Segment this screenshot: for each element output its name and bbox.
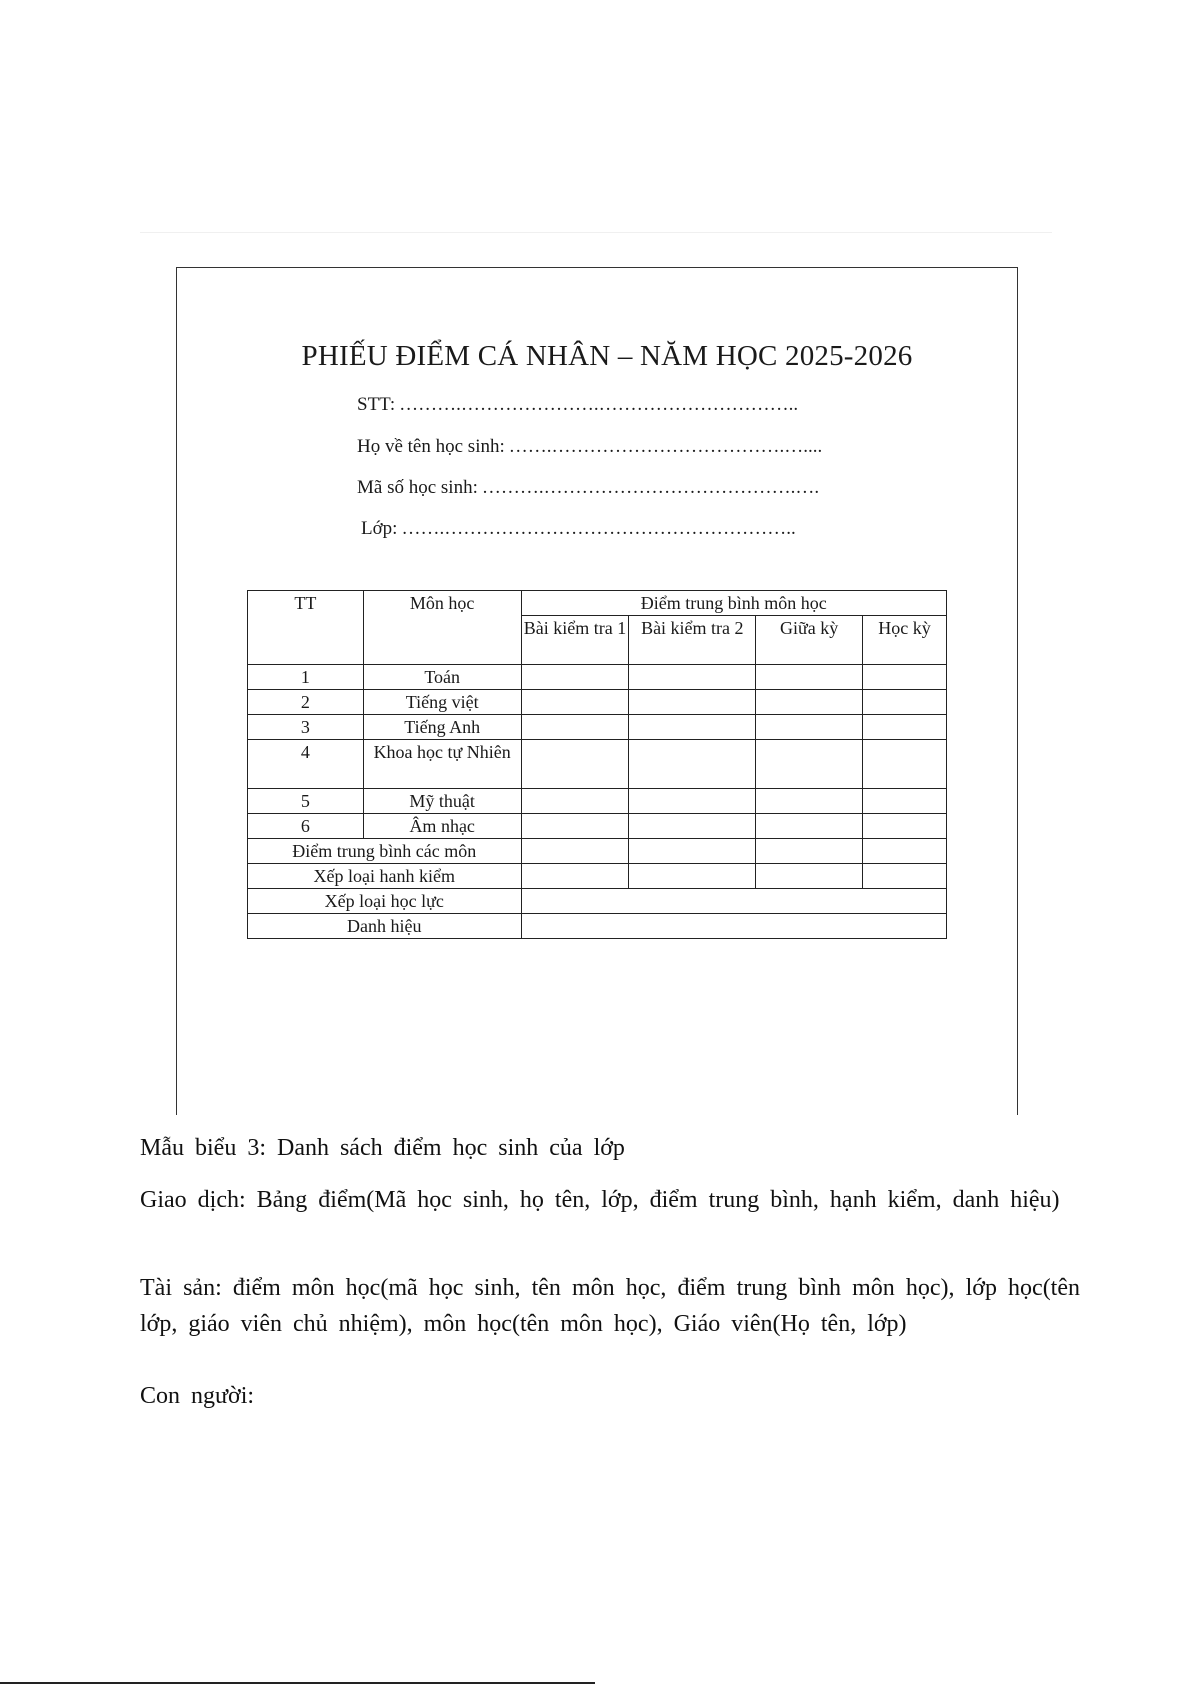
score-cell	[521, 740, 629, 789]
score-table	[247, 590, 947, 939]
row-subject: Mỹ thuật	[363, 789, 521, 814]
table-row	[248, 789, 947, 814]
score-cell	[629, 864, 756, 889]
header-average-group: Điểm trung bình môn học	[521, 591, 946, 616]
row-tt: 6	[248, 814, 364, 839]
form-title: PHIẾU ĐIỂM CÁ NHÂN – NĂM HỌC 2025-2026	[301, 340, 913, 372]
header-semester: Học kỳ	[863, 616, 947, 665]
footnote-rule	[0, 1682, 595, 1684]
score-cell	[863, 690, 947, 715]
row-tt: 4	[248, 740, 364, 789]
score-cell	[863, 789, 947, 814]
row-tt: 5	[248, 789, 364, 814]
row-subject: Âm nhạc	[363, 814, 521, 839]
score-cell	[863, 864, 947, 889]
score-cell	[756, 789, 863, 814]
score-cell	[756, 665, 863, 690]
score-cell	[863, 814, 947, 839]
field-dots: ……….………………….…………………………..	[399, 394, 799, 415]
header-subject: Môn học	[363, 591, 521, 665]
field-label: Lớp:	[361, 518, 398, 539]
row-subject: Toán	[363, 665, 521, 690]
field-dots: …….……………………………….…....	[508, 436, 823, 457]
score-cell	[756, 864, 863, 889]
paragraph-people: Con người:	[140, 1383, 255, 1409]
paragraph-assets: Tài sản: điểm môn học(mã học sinh, tên môn học, điểm trung bình môn học), lớp học(tên lớp, giáo viên chủ nhiệm), môn học(tên môn học), Giáo viên(Họ tên, lớp)	[140, 1275, 1080, 1337]
score-cell	[629, 715, 756, 740]
field-dots: …….………………………………………………..	[401, 518, 796, 539]
score-cell	[756, 839, 863, 864]
header-row	[248, 591, 947, 616]
row-tt: 2	[248, 690, 364, 715]
score-sheet-image	[176, 267, 1018, 1115]
merged-row	[248, 889, 947, 914]
row-tt: 3	[248, 715, 364, 740]
table-row	[248, 690, 947, 715]
score-cell	[521, 690, 629, 715]
score-cell	[521, 864, 629, 889]
score-cell	[629, 740, 756, 789]
score-cell	[521, 665, 629, 690]
row-tt: 1	[248, 665, 364, 690]
table-row	[248, 814, 947, 839]
field-student-id	[357, 477, 819, 499]
score-cell	[863, 839, 947, 864]
merged-label: Danh hiệu	[248, 914, 522, 939]
top-divider	[140, 232, 1052, 233]
paragraph-transactions: Giao dịch: Bảng điểm(Mã học sinh, họ tên, lớp, điểm trung bình, hạnh kiểm, danh hiệu)	[140, 1187, 1060, 1213]
row-subject: Khoa học tự Nhiên	[363, 740, 521, 789]
merged-cell	[521, 889, 946, 914]
row-subject: Tiếng việt	[363, 690, 521, 715]
score-cell	[521, 789, 629, 814]
header-midterm: Giữa kỳ	[756, 616, 863, 665]
score-cell	[863, 665, 947, 690]
score-cell	[756, 715, 863, 740]
summary-row	[248, 864, 947, 889]
summary-label: Điểm trung bình các môn	[248, 839, 522, 864]
field-stt	[357, 394, 798, 416]
table-row	[248, 665, 947, 690]
merged-cell	[521, 914, 946, 939]
field-dots: ……….………………………………….….	[481, 477, 820, 498]
field-class	[361, 518, 796, 540]
score-cell	[863, 740, 947, 789]
row-subject: Tiếng Anh	[363, 715, 521, 740]
score-cell	[521, 715, 629, 740]
score-cell	[629, 814, 756, 839]
table-row	[248, 715, 947, 740]
header-test-1: Bài kiểm tra 1	[521, 616, 629, 665]
score-cell	[863, 715, 947, 740]
score-cell	[756, 740, 863, 789]
header-tt: TT	[248, 591, 364, 665]
paragraph-template-3: Mẫu biểu 3: Danh sách điểm học sinh của lớp	[140, 1135, 625, 1161]
score-cell	[756, 690, 863, 715]
field-label: Họ về tên học sinh:	[357, 436, 505, 457]
score-cell	[521, 839, 629, 864]
summary-row	[248, 839, 947, 864]
field-label: Mã số học sinh:	[357, 477, 478, 498]
field-student-name	[357, 436, 822, 458]
merged-row	[248, 914, 947, 939]
header-test-2: Bài kiểm tra 2	[629, 616, 756, 665]
summary-label: Xếp loại hanh kiểm	[248, 864, 522, 889]
merged-label: Xếp loại học lực	[248, 889, 522, 914]
score-cell	[629, 665, 756, 690]
field-label: STT:	[357, 394, 396, 415]
table-row	[248, 740, 947, 789]
score-cell	[629, 690, 756, 715]
score-cell	[629, 789, 756, 814]
score-cell	[629, 839, 756, 864]
score-cell	[521, 814, 629, 839]
score-cell	[756, 814, 863, 839]
